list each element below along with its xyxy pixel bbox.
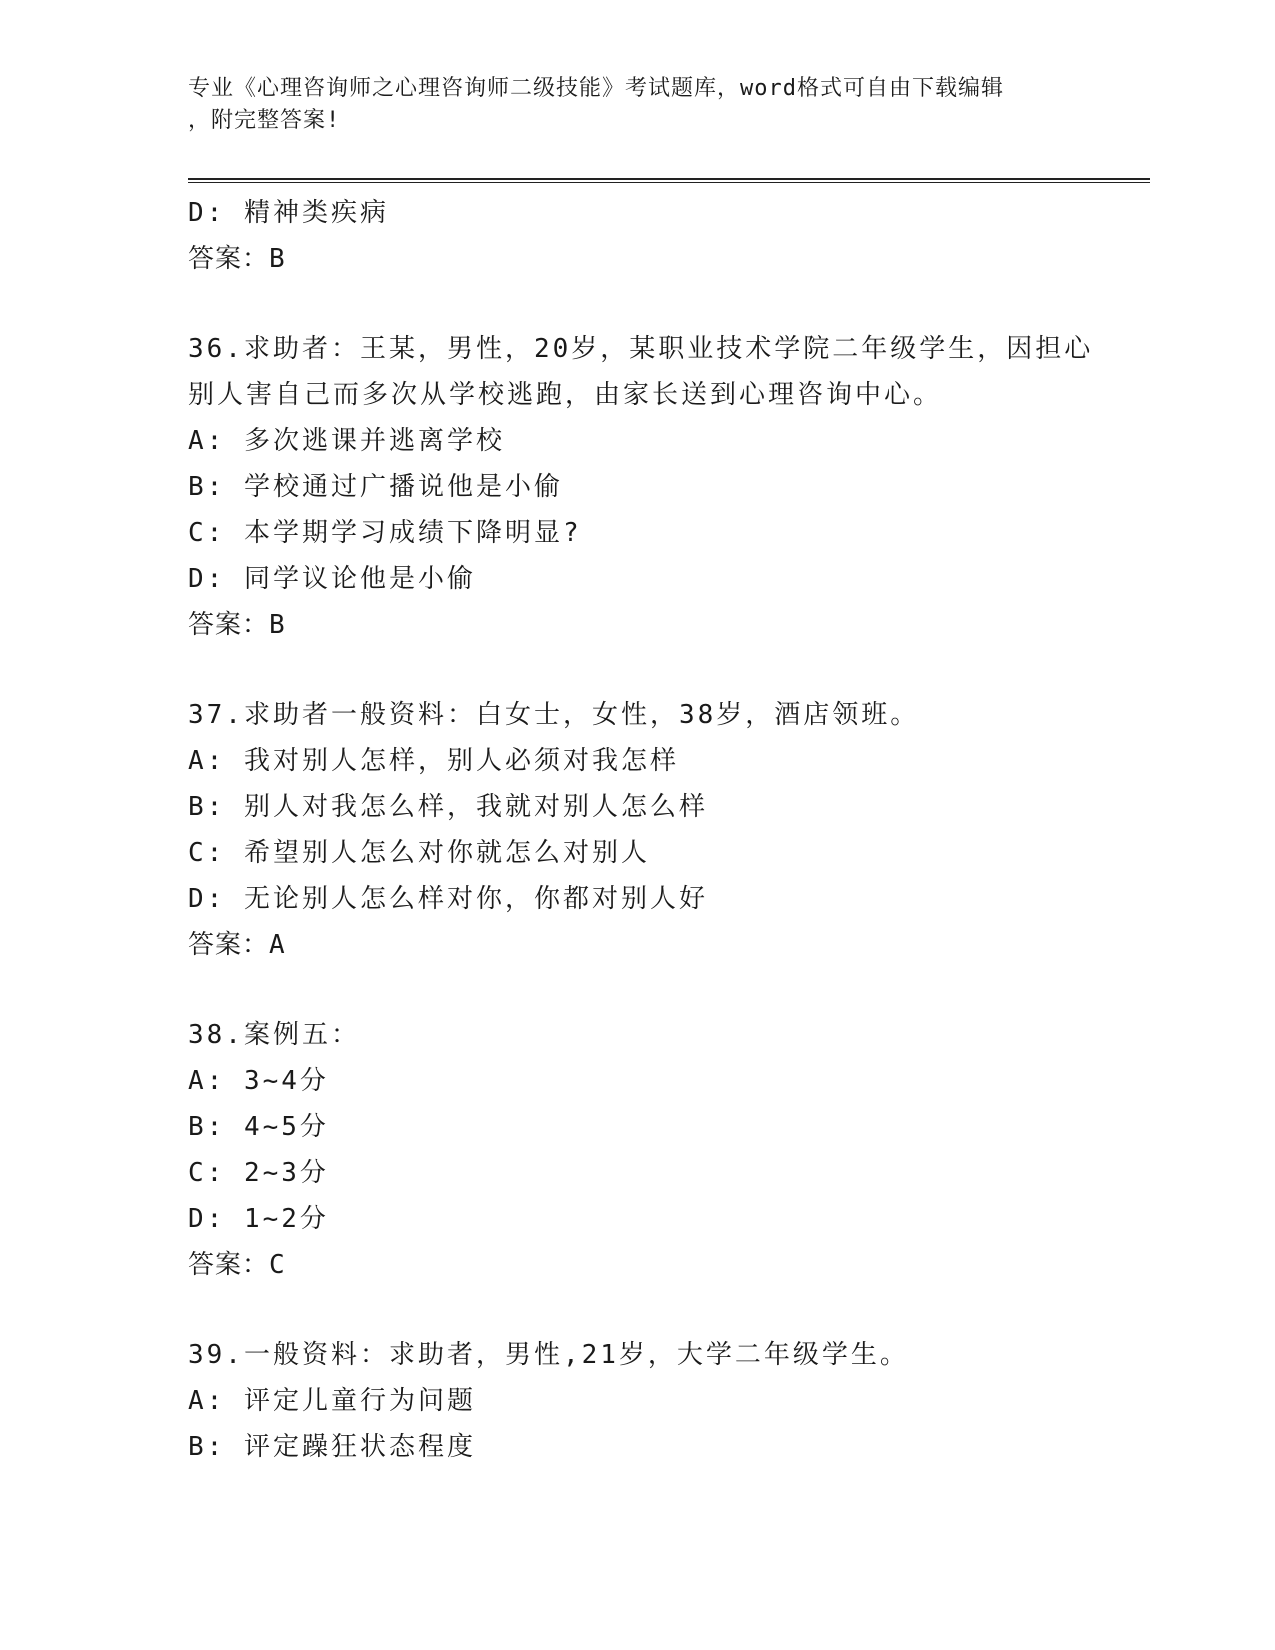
header-divider (188, 178, 1150, 183)
option-d: D: 同学议论他是小偷 (188, 564, 476, 594)
question-stem: 39.一般资料：求助者，男性,21岁，大学二年级学生。 (188, 1340, 909, 1370)
option-b: B: 学校通过广播说他是小偷 (188, 472, 563, 502)
option-c: C: 希望别人怎么对你就怎么对别人 (188, 838, 650, 868)
answer: 答案：A (188, 930, 286, 960)
question-37 (188, 692, 1128, 968)
question-stem: 37.求助者一般资料：白女士，女性，38岁，酒店领班。 (188, 700, 920, 730)
option-b: B: 4~5分 (188, 1112, 329, 1142)
question-content (188, 190, 1128, 1470)
question-stem: 36.求助者：王某，男性，20岁，某职业技术学院二年级学生，因担心 (188, 334, 1094, 364)
prev-option-d: D: 精神类疾病 (188, 198, 389, 228)
option-a: A: 3~4分 (188, 1066, 329, 1096)
option-d: D: 无论别人怎么样对你，你都对别人好 (188, 884, 708, 914)
question-36 (188, 326, 1128, 648)
question-38 (188, 1012, 1128, 1288)
option-a: A: 多次逃课并逃离学校 (188, 426, 505, 456)
option-c: C: 2~3分 (188, 1158, 329, 1188)
option-c: C: 本学期学习成绩下降明显? (188, 518, 582, 548)
prev-answer: 答案：B (188, 244, 286, 274)
question-39 (188, 1332, 1128, 1470)
header-title-line-1: 专业《心理咨询师之心理咨询师二级技能》考试题库，word格式可自由下载编辑 (188, 76, 1004, 101)
option-a: A: 评定儿童行为问题 (188, 1386, 476, 1416)
header-title-line-2: ，附完整答案! (188, 108, 341, 133)
option-b: B: 评定躁狂状态程度 (188, 1432, 476, 1462)
question-stem: 38.案例五： (188, 1020, 360, 1050)
option-d: D: 1~2分 (188, 1204, 329, 1234)
answer: 答案：B (188, 610, 286, 640)
option-b: B: 别人对我怎么样，我就对别人怎么样 (188, 792, 708, 822)
option-a: A: 我对别人怎样，别人必须对我怎样 (188, 746, 679, 776)
answer: 答案：C (188, 1250, 286, 1280)
page-header (188, 73, 1088, 137)
question-stem: 别人害自己而多次从学校逃跑，由家长送到心理咨询中心。 (188, 380, 943, 410)
